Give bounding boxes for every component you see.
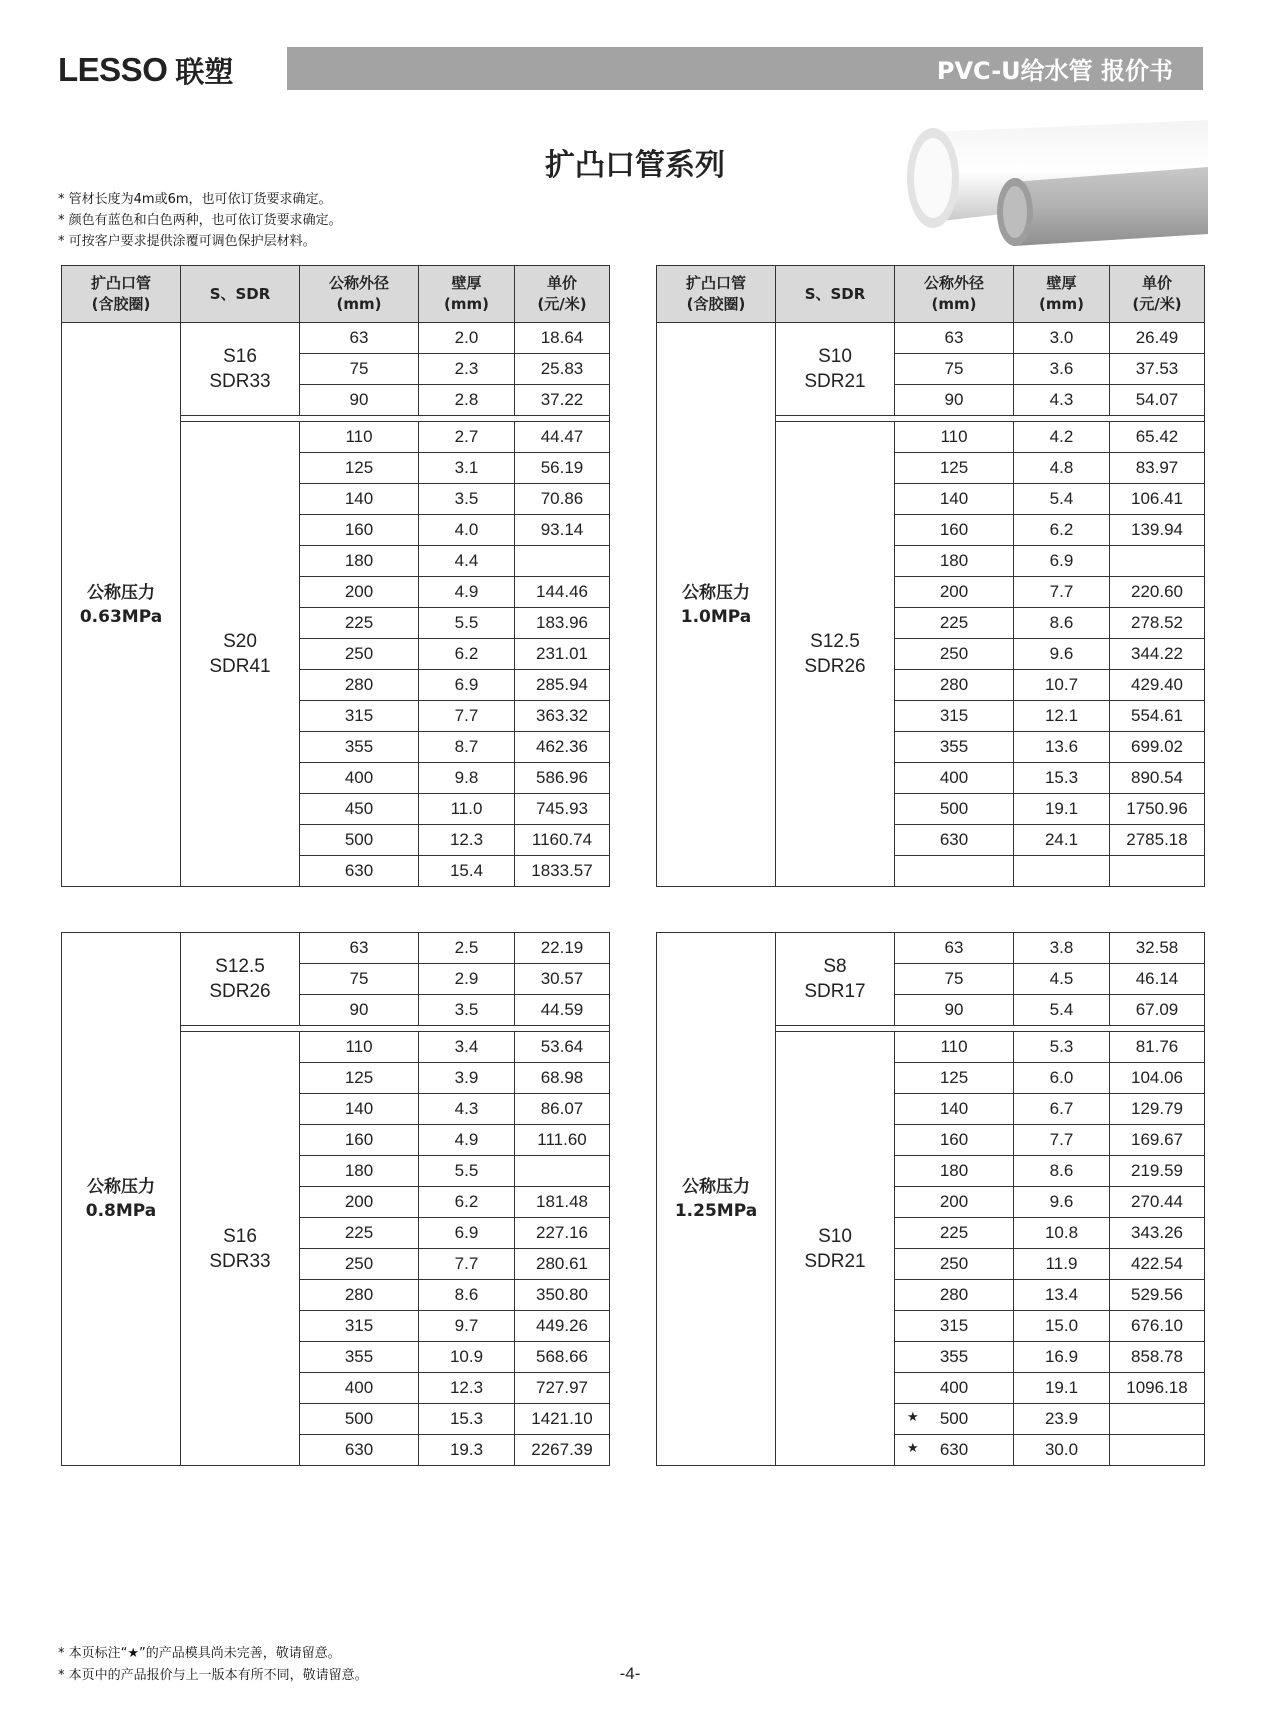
diameter-cell: 75 — [895, 354, 1014, 385]
wall-cell: 12.3 — [419, 1373, 515, 1404]
diameter-cell: 125 — [300, 1063, 419, 1094]
price-cell: 93.14 — [515, 515, 610, 546]
header-wall: 壁厚 (mm) — [419, 266, 515, 323]
price-cell — [1110, 1404, 1205, 1435]
footnote-line: * 本页标注“★”的产品模具尚未完善，敬请留意。 — [58, 1646, 341, 1661]
wall-cell: 6.2 — [1014, 515, 1110, 546]
price-cell: 727.97 — [515, 1373, 610, 1404]
price-cell: 586.96 — [515, 763, 610, 794]
price-cell: 26.49 — [1110, 323, 1205, 354]
diameter-cell: 140 — [300, 484, 419, 515]
diameter-cell: 140 — [300, 1094, 419, 1125]
diameter-cell: 125 — [300, 453, 419, 484]
price-cell: 65.42 — [1110, 422, 1205, 453]
diameter-cell: 200 — [895, 1187, 1014, 1218]
wall-cell: 10.9 — [419, 1342, 515, 1373]
diameter-cell: 63 — [895, 323, 1014, 354]
header-sdr: S、SDR — [181, 266, 300, 323]
price-cell: 1421.10 — [515, 1404, 610, 1435]
table-header-row — [657, 266, 1205, 323]
wall-cell: 2.9 — [419, 964, 515, 995]
price-cell: 81.76 — [1110, 1032, 1205, 1063]
footnote-line: * 本页中的产品报价与上一版本有所不同，敬请留意。 — [58, 1668, 368, 1683]
price-cell: 449.26 — [515, 1311, 610, 1342]
wall-cell: 2.5 — [419, 933, 515, 964]
star-marker-icon: ★ — [907, 1409, 919, 1424]
wall-cell: 9.7 — [419, 1311, 515, 1342]
header-wall: 壁厚 (mm) — [1014, 266, 1110, 323]
diameter-cell: 315 — [895, 701, 1014, 732]
wall-cell: 4.3 — [1014, 385, 1110, 416]
header-price: 单价 (元/米) — [515, 266, 610, 323]
wall-cell: 9.6 — [1014, 639, 1110, 670]
pressure-label: 公称压力 0.8MPa — [62, 933, 181, 1466]
wall-cell: 19.1 — [1014, 1373, 1110, 1404]
price-cell: 745.93 — [515, 794, 610, 825]
price-cell: 227.16 — [515, 1218, 610, 1249]
diameter-cell: 140 — [895, 1094, 1014, 1125]
brand-logo-cn: 联塑 — [175, 54, 234, 89]
price-cell: 422.54 — [1110, 1249, 1205, 1280]
wall-cell: 3.8 — [1014, 933, 1110, 964]
diameter-cell: 400 — [895, 763, 1014, 794]
note-line: * 可按客户要求提供涂覆可调色保护层材料。 — [58, 234, 316, 249]
brand-logo — [58, 50, 233, 90]
price-cell: 554.61 — [1110, 701, 1205, 732]
diameter-cell: 630 — [300, 856, 419, 887]
wall-cell: 10.7 — [1014, 670, 1110, 701]
wall-cell: 6.9 — [419, 670, 515, 701]
sdr-label: S10 SDR21 — [776, 1032, 895, 1466]
wall-cell: 12.1 — [1014, 701, 1110, 732]
wall-cell: 4.2 — [1014, 422, 1110, 453]
diameter-cell: 110 — [895, 422, 1014, 453]
diameter-cell: 63 — [300, 323, 419, 354]
pressure-label: 公称压力 0.63MPa — [62, 323, 181, 887]
wall-cell: 13.6 — [1014, 732, 1110, 763]
diameter-cell: 500 — [895, 794, 1014, 825]
diameter-cell: 630 — [300, 1435, 419, 1466]
header-title: PVC-U给水管 报价书 — [936, 57, 1173, 85]
wall-cell: 4.3 — [419, 1094, 515, 1125]
diameter-cell: 400 — [300, 763, 419, 794]
price-table-125 — [656, 932, 1205, 1466]
price-cell: 70.86 — [515, 484, 610, 515]
sdr-label: S10 SDR21 — [776, 323, 895, 416]
pipe-product-image — [893, 112, 1208, 248]
wall-cell: 15.0 — [1014, 1311, 1110, 1342]
diameter-cell: ★ 500 — [895, 1404, 1014, 1435]
wall-cell: 23.9 — [1014, 1404, 1110, 1435]
wall-cell: 10.8 — [1014, 1218, 1110, 1249]
diameter-cell: 500 — [300, 1404, 419, 1435]
sdr-label: S16 SDR33 — [181, 1032, 300, 1466]
wall-cell: 3.9 — [419, 1063, 515, 1094]
diameter-cell: 125 — [895, 1063, 1014, 1094]
diameter-cell: 400 — [300, 1373, 419, 1404]
price-cell: 890.54 — [1110, 763, 1205, 794]
wall-cell: 6.0 — [1014, 1063, 1110, 1094]
wall-cell: 5.4 — [1014, 484, 1110, 515]
wall-cell: 24.1 — [1014, 825, 1110, 856]
note-line: * 颜色有蓝色和白色两种，也可依订货要求确定。 — [58, 213, 342, 228]
wall-cell: 5.4 — [1014, 995, 1110, 1026]
diameter-cell: 63 — [895, 933, 1014, 964]
price-cell: 429.40 — [1110, 670, 1205, 701]
diameter-cell: 250 — [300, 1249, 419, 1280]
price-cell: 285.94 — [515, 670, 610, 701]
price-cell: 529.56 — [1110, 1280, 1205, 1311]
diameter-cell: 355 — [895, 732, 1014, 763]
price-cell: 44.59 — [515, 995, 610, 1026]
wall-cell: 19.1 — [1014, 794, 1110, 825]
sdr-label: S12.5 SDR26 — [776, 422, 895, 887]
header-type: 扩凸口管 (含胶圈) — [657, 266, 776, 323]
diameter-cell: 355 — [300, 1342, 419, 1373]
price-cell: 104.06 — [1110, 1063, 1205, 1094]
wall-cell: 30.0 — [1014, 1435, 1110, 1466]
diameter-cell: 90 — [300, 995, 419, 1026]
page-number: -4- — [619, 1664, 641, 1683]
header-type: 扩凸口管 (含胶圈) — [62, 266, 181, 323]
wall-cell: 16.9 — [1014, 1342, 1110, 1373]
price-cell: 86.07 — [515, 1094, 610, 1125]
price-cell: 68.98 — [515, 1063, 610, 1094]
price-cell: 183.96 — [515, 608, 610, 639]
wall-cell: 6.9 — [419, 1218, 515, 1249]
price-cell: 344.22 — [1110, 639, 1205, 670]
diameter-cell: 225 — [300, 608, 419, 639]
header-diameter: 公称外径 (mm) — [895, 266, 1014, 323]
wall-cell: 9.8 — [419, 763, 515, 794]
wall-cell: 11.0 — [419, 794, 515, 825]
wall-cell: 11.9 — [1014, 1249, 1110, 1280]
header-diameter: 公称外径 (mm) — [300, 266, 419, 323]
diameter-cell: 180 — [895, 1156, 1014, 1187]
price-table-100 — [656, 265, 1205, 887]
price-cell: 181.48 — [515, 1187, 610, 1218]
wall-cell: 3.0 — [1014, 323, 1110, 354]
price-cell: 54.07 — [1110, 385, 1205, 416]
price-cell: 280.61 — [515, 1249, 610, 1280]
price-cell: 44.47 — [515, 422, 610, 453]
wall-cell: 13.4 — [1014, 1280, 1110, 1311]
diameter-cell: 225 — [300, 1218, 419, 1249]
wall-cell: 4.9 — [419, 1125, 515, 1156]
header-sdr: S、SDR — [776, 266, 895, 323]
wall-cell: 8.6 — [419, 1280, 515, 1311]
price-cell: 350.80 — [515, 1280, 610, 1311]
price-cell — [515, 546, 610, 577]
diameter-cell: 140 — [895, 484, 1014, 515]
price-cell: 1833.57 — [515, 856, 610, 887]
price-cell: 278.52 — [1110, 608, 1205, 639]
sdr-label: S20 SDR41 — [181, 422, 300, 887]
wall-cell: 3.1 — [419, 453, 515, 484]
wall-cell: 4.4 — [419, 546, 515, 577]
wall-cell: 5.5 — [419, 1156, 515, 1187]
star-marker-icon: ★ — [907, 1440, 919, 1455]
wall-cell: 2.3 — [419, 354, 515, 385]
sdr-label: S12.5 SDR26 — [181, 933, 300, 1026]
wall-cell: 5.3 — [1014, 1032, 1110, 1063]
diameter-cell: 250 — [300, 639, 419, 670]
diameter-cell: 500 — [300, 825, 419, 856]
price-cell: 22.19 — [515, 933, 610, 964]
price-cell — [515, 1156, 610, 1187]
price-cell: 18.64 — [515, 323, 610, 354]
price-cell: 67.09 — [1110, 995, 1205, 1026]
wall-cell: 6.9 — [1014, 546, 1110, 577]
diameter-cell: 75 — [895, 964, 1014, 995]
diameter-cell: 355 — [300, 732, 419, 763]
wall-cell: 7.7 — [1014, 1125, 1110, 1156]
page-title: 扩凸口管系列 — [545, 148, 725, 183]
price-cell: 25.83 — [515, 354, 610, 385]
diameter-cell: 180 — [895, 546, 1014, 577]
diameter-cell: 355 — [895, 1342, 1014, 1373]
wall-cell: 8.6 — [1014, 1156, 1110, 1187]
diameter-cell: 280 — [895, 1280, 1014, 1311]
price-cell: 231.01 — [515, 639, 610, 670]
price-cell: 1750.96 — [1110, 794, 1205, 825]
footnotes — [58, 1643, 368, 1687]
price-cell: 83.97 — [1110, 453, 1205, 484]
wall-cell: 8.7 — [419, 732, 515, 763]
price-table-063 — [61, 265, 610, 887]
wall-cell: 6.7 — [1014, 1094, 1110, 1125]
price-cell: 144.46 — [515, 577, 610, 608]
diameter-cell: 160 — [300, 1125, 419, 1156]
price-cell: 363.32 — [515, 701, 610, 732]
price-cell: 858.78 — [1110, 1342, 1205, 1373]
sdr-label: S16 SDR33 — [181, 323, 300, 416]
price-cell: 37.53 — [1110, 354, 1205, 385]
diameter-cell: 200 — [300, 577, 419, 608]
diameter-cell: 450 — [300, 794, 419, 825]
diameter-cell: 160 — [895, 1125, 1014, 1156]
diameter-cell: 280 — [895, 670, 1014, 701]
diameter-cell: 90 — [895, 995, 1014, 1026]
diameter-cell: 315 — [300, 1311, 419, 1342]
diameter-cell: 160 — [895, 515, 1014, 546]
wall-cell: 6.2 — [419, 1187, 515, 1218]
wall-cell: 7.7 — [419, 1249, 515, 1280]
header-price: 单价 (元/米) — [1110, 266, 1205, 323]
price-cell: 568.66 — [515, 1342, 610, 1373]
price-cell: 53.64 — [515, 1032, 610, 1063]
diameter-cell: 90 — [895, 385, 1014, 416]
wall-cell: 4.8 — [1014, 453, 1110, 484]
diameter-cell: 225 — [895, 1218, 1014, 1249]
price-cell: 219.59 — [1110, 1156, 1205, 1187]
wall-cell: 15.4 — [419, 856, 515, 887]
notes — [58, 189, 342, 252]
diameter-cell: 200 — [895, 577, 1014, 608]
brand-logo-en: LESSO — [58, 51, 168, 88]
diameter-cell: 250 — [895, 1249, 1014, 1280]
diameter-cell: 180 — [300, 1156, 419, 1187]
price-cell: 462.36 — [515, 732, 610, 763]
diameter-cell: 110 — [895, 1032, 1014, 1063]
diameter-cell: 75 — [300, 964, 419, 995]
wall-cell: 2.7 — [419, 422, 515, 453]
wall-cell — [1014, 856, 1110, 887]
table-header-row — [62, 266, 610, 323]
diameter-cell: 90 — [300, 385, 419, 416]
price-cell: 2267.39 — [515, 1435, 610, 1466]
wall-cell: 15.3 — [1014, 763, 1110, 794]
price-cell: 220.60 — [1110, 577, 1205, 608]
pressure-label: 公称压力 1.25MPa — [657, 933, 776, 1466]
diameter-cell: ★ 630 — [895, 1435, 1014, 1466]
wall-cell: 8.6 — [1014, 608, 1110, 639]
wall-cell: 2.8 — [419, 385, 515, 416]
price-cell: 30.57 — [515, 964, 610, 995]
table-row — [62, 933, 610, 964]
price-cell: 46.14 — [1110, 964, 1205, 995]
diameter-cell: 315 — [895, 1311, 1014, 1342]
price-cell: 32.58 — [1110, 933, 1205, 964]
wall-cell: 3.5 — [419, 484, 515, 515]
diameter-cell: 125 — [895, 453, 1014, 484]
wall-cell: 6.2 — [419, 639, 515, 670]
wall-cell: 12.3 — [419, 825, 515, 856]
price-cell: 270.44 — [1110, 1187, 1205, 1218]
diameter-cell: 180 — [300, 546, 419, 577]
diameter-cell: 630 — [895, 825, 1014, 856]
diameter-cell: 225 — [895, 608, 1014, 639]
diameter-cell: 63 — [300, 933, 419, 964]
price-cell: 169.67 — [1110, 1125, 1205, 1156]
wall-cell: 7.7 — [1014, 577, 1110, 608]
wall-cell: 2.0 — [419, 323, 515, 354]
diameter-cell: 280 — [300, 1280, 419, 1311]
wall-cell: 3.4 — [419, 1032, 515, 1063]
header-bar — [287, 47, 1203, 90]
wall-cell: 19.3 — [419, 1435, 515, 1466]
diameter-cell: 250 — [895, 639, 1014, 670]
wall-cell: 9.6 — [1014, 1187, 1110, 1218]
diameter-cell: 160 — [300, 515, 419, 546]
price-cell: 129.79 — [1110, 1094, 1205, 1125]
diameter-cell: 110 — [300, 422, 419, 453]
wall-cell: 4.9 — [419, 577, 515, 608]
diameter-cell — [895, 856, 1014, 887]
price-cell — [1110, 546, 1205, 577]
price-cell: 139.94 — [1110, 515, 1205, 546]
sdr-label: S8 SDR17 — [776, 933, 895, 1026]
diameter-cell: 200 — [300, 1187, 419, 1218]
note-line: * 管材长度为4m或6m，也可依订货要求确定。 — [58, 192, 332, 207]
diameter-cell: 75 — [300, 354, 419, 385]
wall-cell: 15.3 — [419, 1404, 515, 1435]
wall-cell: 5.5 — [419, 608, 515, 639]
diameter-cell: 110 — [300, 1032, 419, 1063]
wall-cell: 3.6 — [1014, 354, 1110, 385]
price-cell: 343.26 — [1110, 1218, 1205, 1249]
wall-cell: 4.5 — [1014, 964, 1110, 995]
price-cell: 699.02 — [1110, 732, 1205, 763]
pressure-label: 公称压力 1.0MPa — [657, 323, 776, 887]
table-row — [657, 323, 1205, 354]
price-cell: 106.41 — [1110, 484, 1205, 515]
price-cell: 56.19 — [515, 453, 610, 484]
price-cell: 111.60 — [515, 1125, 610, 1156]
price-cell — [1110, 1435, 1205, 1466]
price-cell: 37.22 — [515, 385, 610, 416]
price-table-080 — [61, 932, 610, 1466]
table-row — [62, 323, 610, 354]
price-cell: 1160.74 — [515, 825, 610, 856]
wall-cell: 7.7 — [419, 701, 515, 732]
price-cell: 2785.18 — [1110, 825, 1205, 856]
price-cell: 1096.18 — [1110, 1373, 1205, 1404]
wall-cell: 4.0 — [419, 515, 515, 546]
diameter-cell: 315 — [300, 701, 419, 732]
diameter-cell: 280 — [300, 670, 419, 701]
diameter-cell: 400 — [895, 1373, 1014, 1404]
price-cell: 676.10 — [1110, 1311, 1205, 1342]
table-row — [657, 933, 1205, 964]
price-cell — [1110, 856, 1205, 887]
wall-cell: 3.5 — [419, 995, 515, 1026]
